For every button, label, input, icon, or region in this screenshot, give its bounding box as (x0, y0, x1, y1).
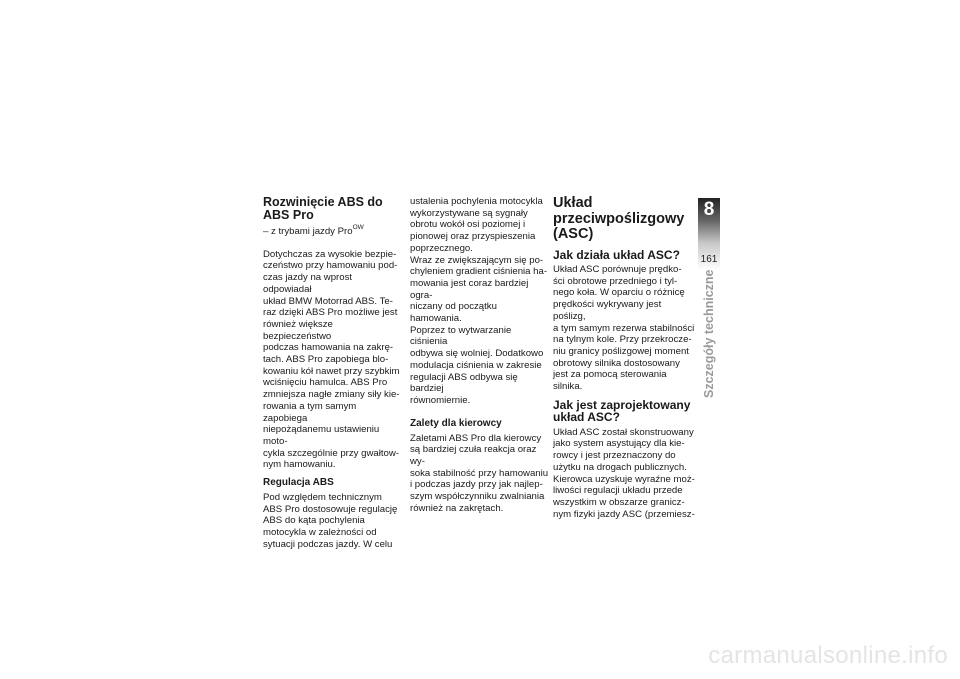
heading-line: Rozwinięcie ABS do (263, 195, 383, 209)
column-3 (553, 196, 695, 520)
paragraph-abs-intro: Dotychczas za wysokie bezpie- czeństwo przy hamowaniu pod- czas jazdy na wprost odpowiadał układ BMW Motorrad ABS. Te- raz dzięki ABS Pro możliwe jest również większe bezpieczeństwo podczas hamowania na zakrę- tach. ABS Pro zapobiega blo- kowaniu kół nawet przy szybkim wciśnięciu hamulca. ABS Pro zmniejsza nagłe zmiany siły kie- rowania a tym samym zapobiega niepożądanemu ustawieniu moto- cykla szczególnie przy gwałtow- nym hamowaniu. (263, 248, 400, 471)
subheading-abs-regulation: Regulacja ABS (263, 477, 334, 489)
paragraph-how-asc-works: Układ ASC porównuje prędko- ści obrotowe przedniego i tyl- nego koła. W oparciu o różnicę prędkości wykrywany jest poślizg, a tym samym rezerwa stabilności na tylnym kole. Przy przekrocze- niu granicy poślizgowej moment obrotowy silnika dostosowany jest za pomocą sterowania silnika. (553, 264, 695, 393)
section-subtitle: – z trybami jazdy Pro$^{OW}$ (263, 224, 364, 237)
section-heading-abs-pro (263, 196, 403, 222)
section-side-label: Szczegóły techniczne (702, 269, 716, 398)
heading-line: ABS Pro (263, 208, 314, 222)
subheading-how-asc-works: Jak działa układ ASC? (553, 247, 680, 262)
column-2 (410, 196, 550, 515)
page-number: 161 (700, 254, 718, 265)
watermark: carmanualsonline.info (708, 642, 948, 669)
paragraph-abs-regulation: Pod względem technicznym ABS Pro dostosowuje regulację ABS do kąta pochylenia motocykla w zależności od sytuacji podczas jazdy. W celu (263, 492, 398, 550)
superscript-ow: OW (352, 224, 364, 231)
paragraph-rider-advantages: Zaletami ABS Pro dla kierowcy są bardziej czuła reakcja oraz wy- soka stabilność przy hamowaniu i podczas jazdy przy jak najlep- szym współczynniku zwalniania również na zakrętach. (410, 432, 549, 514)
subheading-rider-advantages: Zalety dla kierowcy (410, 417, 502, 429)
section-heading-asc: Układ przeciwpoślizgowy (ASC) (553, 195, 685, 242)
subheading-asc-design: Jak jest zaprojektowany układ ASC? (553, 397, 691, 425)
column-1 (263, 196, 403, 551)
paragraph-asc-design: Układ ASC został skonstruowany jako system asystujący dla kie- rowcy i jest przeznaczony do użytku na drogach publicznych. Kierowca uzyskuje wyraźne moż- liwości regulacji układu przede wszystkim w obszarze granicz- nym fizyki jazdy ASC (przemiesz- (553, 426, 695, 520)
paragraph-lean-angle: ustalenia pochylenia motocykla wykorzystywane są sygnały obrotu wokół osi poziomej i pionowej oraz przyspieszenia poprzecznego. Wraz ze zwiększającym się po- chyleniem gradient ciśnienia ha- mowania jest coraz bardziej ogra- niczany od początku hamowania. Poprzez to wytwarzanie ciśnienia odbywa się wolniej. Dodatkowo modulacja ciśnienia w zakresie regulacji ABS odbywa się bardziej równomiernie. (410, 196, 548, 406)
chapter-number: 8 (703, 199, 715, 220)
